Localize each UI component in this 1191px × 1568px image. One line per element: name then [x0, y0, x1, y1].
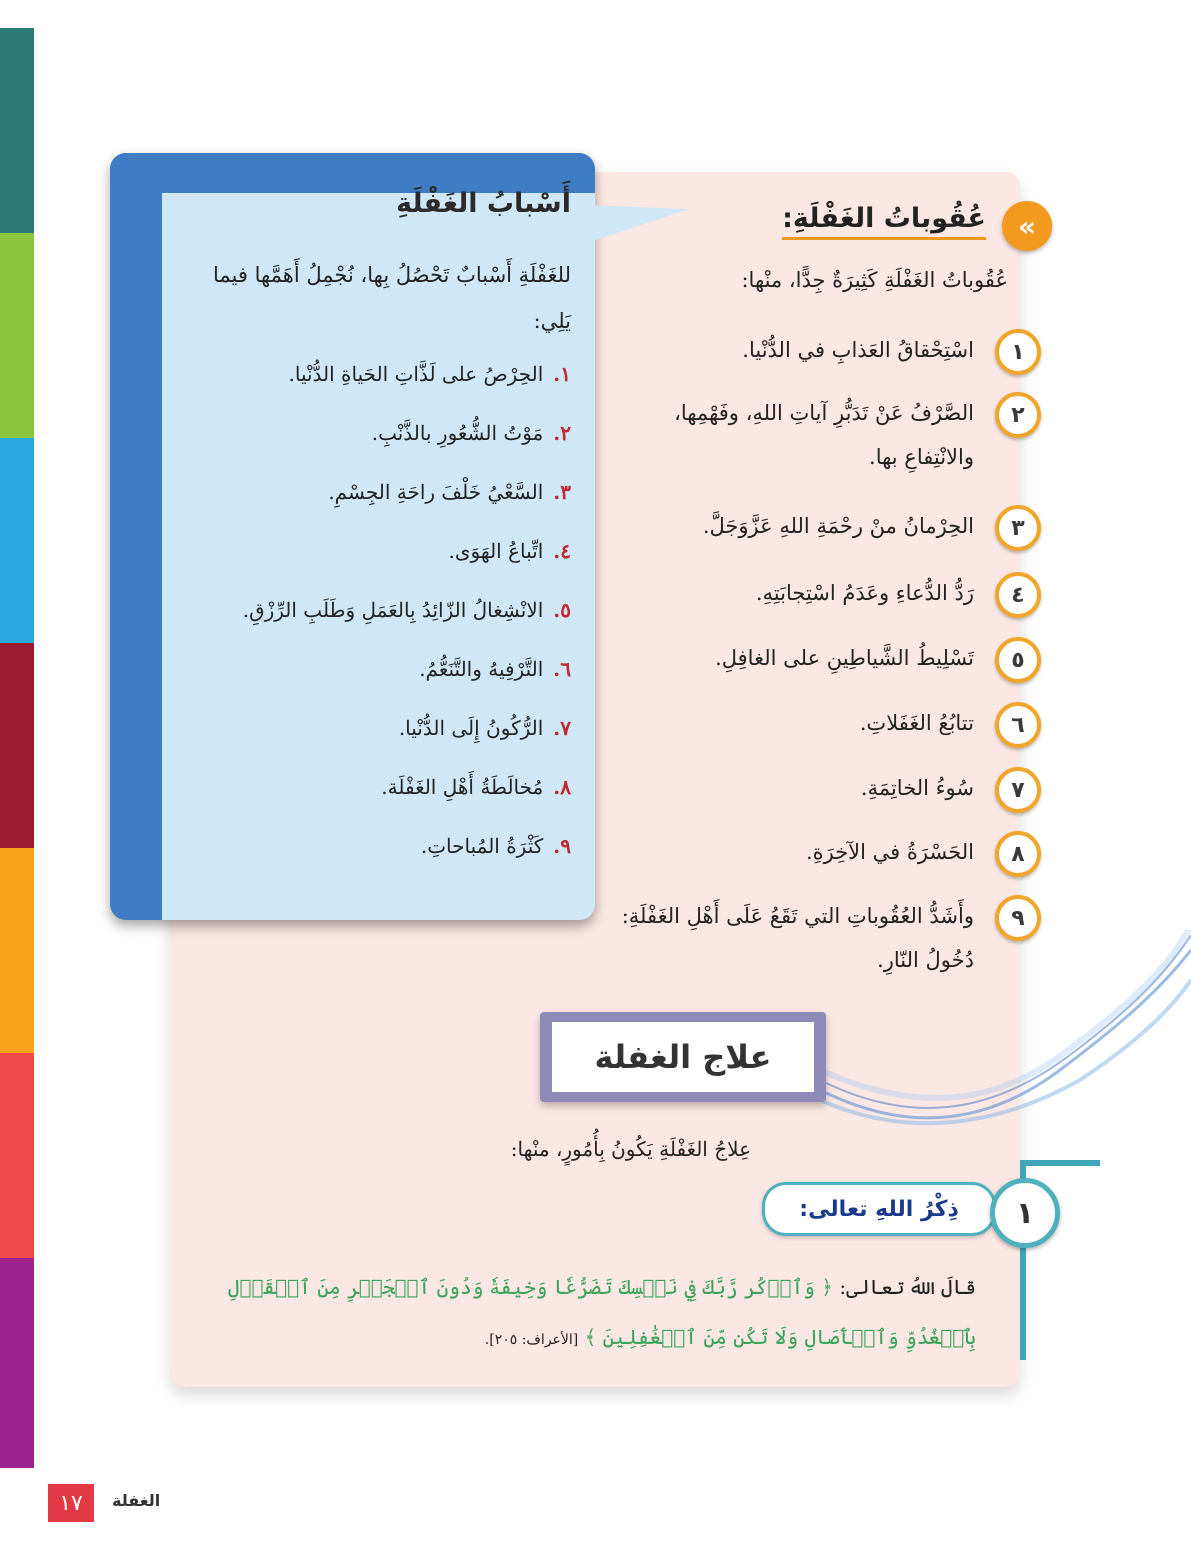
punishment-item: سُوءُ الخاتِمَةِ. — [860, 776, 974, 800]
causes-intro: للغَفْلَةِ أَسْبابٌ تَحْصُلُ بِها، نُجْمِلُ أَهَمَّها فيما يَلِي: — [212, 263, 571, 333]
verse-text: ﴿ وَٱذۡكُر رَّبَّكَ فِي نَفۡسِكَ تَضَرُّعٗا وَخِيفَةٗ وَدُونَ ٱلۡجَهۡرِ مِنَ ٱلۡقَوۡلِ بِٱلۡغُدُوِّ وَٱلۡأٓصَالِ وَلَا تَكُن مِّنَ ٱلۡغَٰفِلِينَ ﴾ — [227, 1275, 976, 1349]
item-text: السَّعْيُ خَلْفَ راحَةِ الجِسْمِ. — [328, 480, 544, 504]
chapter-title: الغفلة — [112, 1491, 161, 1510]
bracket-line — [1020, 1160, 1100, 1166]
number-badge: ٦ — [995, 702, 1041, 748]
color-tab — [0, 848, 34, 1053]
color-tab — [0, 438, 34, 643]
item-number: ٧. — [553, 716, 571, 740]
number-badge: ١ — [995, 329, 1041, 375]
color-tabs — [0, 28, 34, 1568]
item-number: ٥. — [553, 598, 571, 622]
list-item — [151, 716, 571, 775]
punishment-item: الحَسْرَةُ في الآخِرَةِ. — [805, 840, 974, 864]
item-text: مُخالَطَةُ أَهْلِ الغَفْلَة. — [381, 775, 544, 799]
color-tab — [0, 28, 34, 233]
number-badge: ٤ — [995, 572, 1041, 618]
verse-reference: [الأعراف: ٢٠٥]. — [484, 1332, 579, 1348]
item-text: الرُّكُونُ إِلَى الدُّنْيا. — [398, 716, 544, 740]
list-item — [151, 539, 571, 598]
punishment-item: اسْتِحْقاقُ العَذابِ في الدُّنْيا. — [742, 338, 974, 362]
page-number: ١٧ — [48, 1484, 94, 1522]
list-item — [151, 421, 571, 480]
number-badge: ٧ — [995, 767, 1041, 813]
item-number: ١. — [553, 362, 571, 386]
item-text: التَّرْفِيهُ والتَّنَعُّمُ. — [419, 657, 544, 681]
treatment-heading-box — [540, 1012, 826, 1102]
verse-paragraph — [186, 1262, 976, 1365]
item-number: ٩. — [553, 834, 571, 858]
item-text: الحِرْصُ على لَذَّاتِ الحَياةِ الدُّنْيا. — [288, 362, 544, 386]
causes-box-frame-top — [110, 153, 595, 193]
treatment-item-title: ذِكْرُ اللهِ تعالى: — [762, 1182, 996, 1236]
list-item — [151, 834, 571, 893]
punishment-item: الحِرْمانُ منْ رحْمَةِ اللهِ عَزَّوَجَلَّ. — [702, 514, 974, 538]
item-text: اتِّباعُ الهَوَى. — [448, 539, 544, 563]
number-badge: ٣ — [995, 505, 1041, 551]
punishment-item: تَسْلِيطُ الشَّياطِينِ على الغافِلِ. — [715, 646, 974, 670]
item-number: ٦. — [553, 657, 571, 681]
number-badge: ١ — [990, 1178, 1060, 1248]
color-tab — [0, 1258, 34, 1468]
number-badge: ٨ — [995, 831, 1041, 877]
double-chevron-icon: » — [1002, 201, 1052, 251]
punishment-item: رَدُّ الدُّعاءِ وعَدَمُ اسْتِجابَتِهِ. — [755, 581, 974, 605]
list-item — [151, 598, 571, 657]
color-tab — [0, 233, 34, 438]
punishment-item: الصَّرْفُ عَنْ تَدَبُّرِ آياتِ اللهِ، وفَهْمِها، والانْتِفاعِ بها. — [674, 401, 974, 469]
item-number: ٣. — [553, 480, 571, 504]
color-tab — [0, 643, 34, 848]
list-item — [151, 480, 571, 539]
list-item — [151, 362, 571, 421]
treatment-heading: علاج الغفلة — [552, 1022, 814, 1092]
item-number: ٢. — [553, 421, 571, 445]
punishments-intro: عُقُوباتُ الغَفْلَةِ كَثِيرَةٌ جِدًّا، منْها: — [741, 268, 1008, 292]
item-text: كَثْرَةُ المُباحاتِ. — [420, 834, 544, 858]
wave-decoration — [820, 930, 1191, 1150]
list-item — [151, 657, 571, 716]
punishment-item: وأَشَدُّ العُقُوباتِ التي تَقَعُ عَلَى أَهْلِ الغَفْلَةِ: دُخُولُ النّارِ. — [621, 904, 974, 972]
number-badge: ٩ — [995, 895, 1041, 941]
item-number: ٤. — [553, 539, 571, 563]
causes-list — [151, 362, 571, 893]
number-badge: ٢ — [995, 392, 1041, 438]
punishments-title: عُقُوباتُ الغَفْلَةِ: — [782, 203, 986, 240]
item-text: الانْشِغالُ الزّائِدُ بِالعَمَلِ وَطَلَبِ الرِّزْقِ. — [242, 598, 544, 622]
punishment-item: تتابُعُ الغَفَلاتِ. — [859, 711, 974, 735]
item-text: مَوْتُ الشُّعُورِ بالذَّنْبِ. — [371, 421, 544, 445]
color-tab — [0, 1053, 34, 1258]
verse-lead: قالَ اللهُ تعالى: — [839, 1275, 976, 1299]
item-number: ٨. — [553, 775, 571, 799]
number-badge: ٥ — [995, 637, 1041, 683]
list-item — [151, 775, 571, 834]
treatment-intro: عِلاجُ الغَفْلَةِ يَكُونُ بِأُمُورٍ، منْها: — [510, 1137, 751, 1161]
causes-title: أَسْبابُ الغَفْلَةِ — [396, 188, 571, 219]
